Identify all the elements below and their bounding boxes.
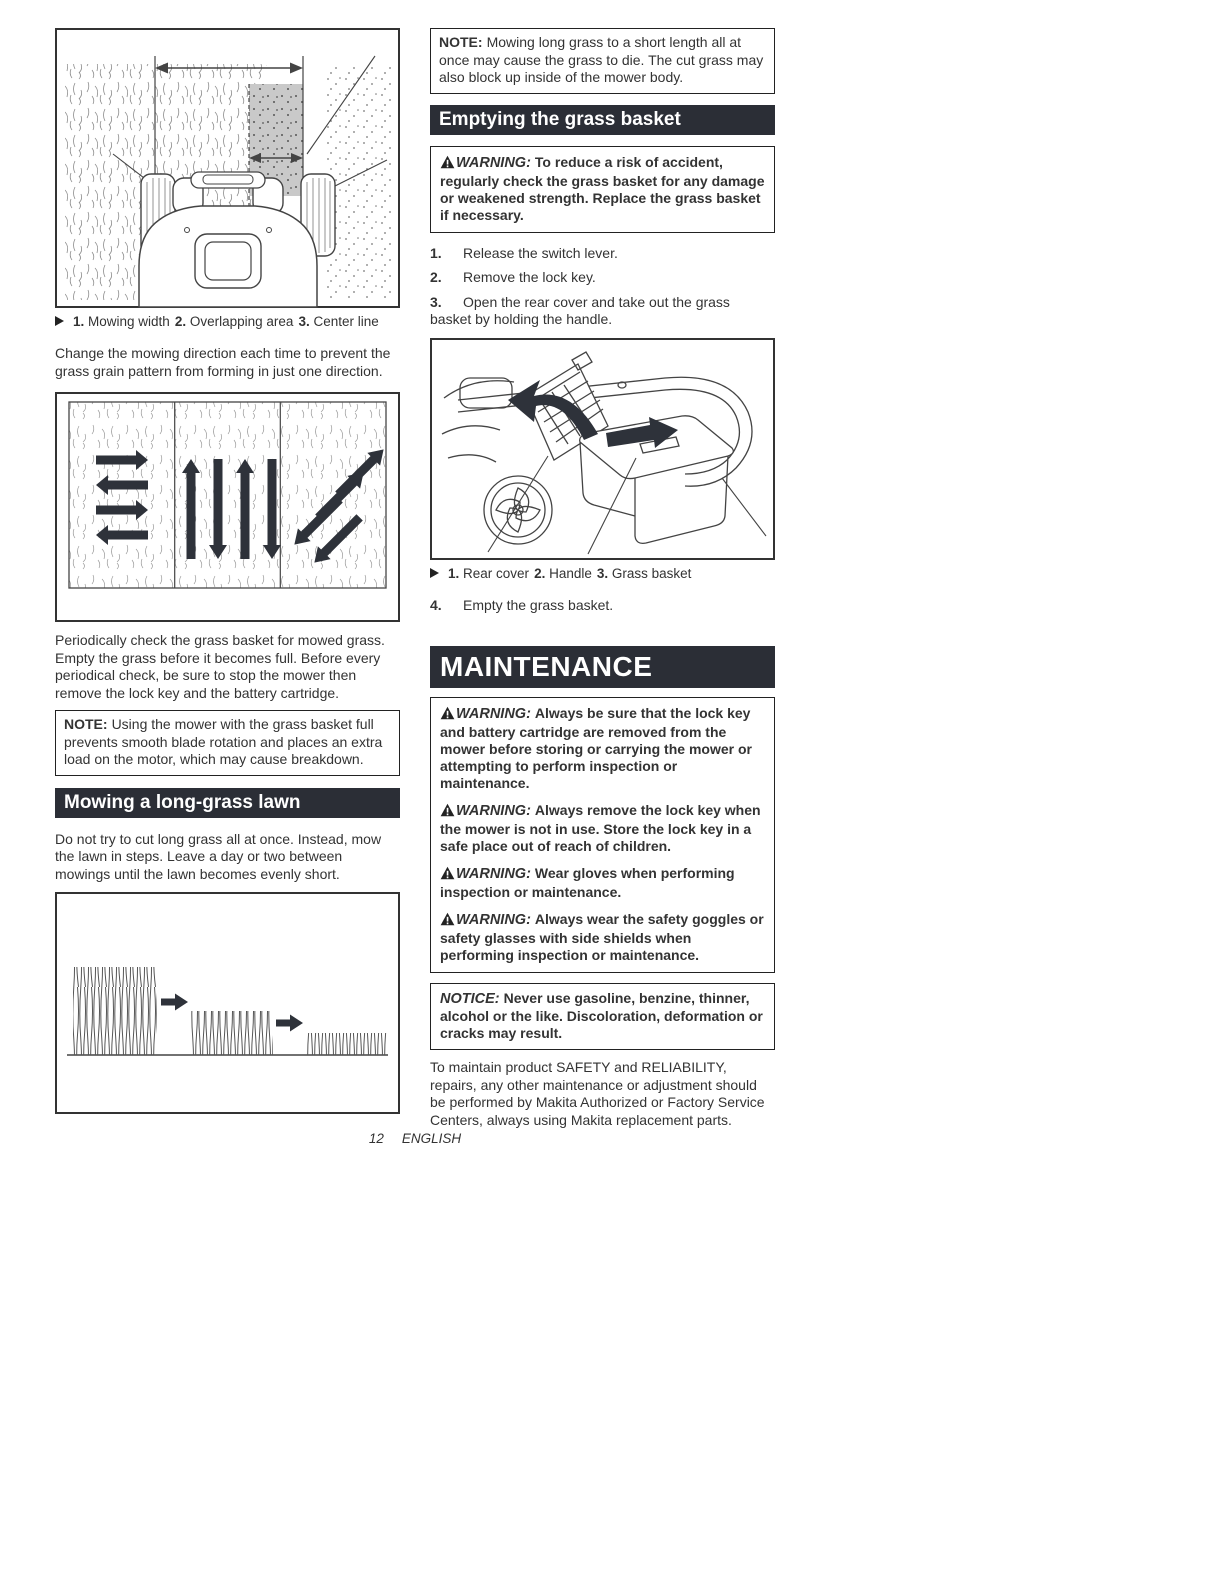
warning-text: Always wear the safety goggles or safety glasses with side shields when performing inspection or maintenance. (440, 911, 764, 963)
warning-text: Always remove the lock key when the mower is not in use. Store the lock key in a safe place out of reach of children. (440, 802, 761, 854)
notice-label: NOTICE: (440, 991, 500, 1007)
step-text: Remove the lock key. (463, 269, 596, 285)
step-number: 4. (430, 596, 442, 613)
figure-mowing-width (55, 28, 400, 308)
caption-item-label: Grass basket (611, 565, 692, 581)
right-column (430, 28, 775, 1129)
warning-box-basket (430, 146, 775, 233)
warning-triangle-icon (440, 803, 455, 821)
footer-page-number: 12 (368, 1131, 384, 1146)
warning-item (440, 911, 765, 964)
step-text: Empty the grass basket. (463, 596, 614, 613)
step-number: 3. (430, 293, 442, 310)
figure4-caption-items (448, 565, 696, 582)
caption-item-number: 3. (596, 565, 609, 581)
ordered-step-2 (430, 269, 775, 287)
warning-item (440, 865, 765, 901)
notice-text: Never use gasoline, benzine, thinner, alcohol or the like. Discoloration, deformation or cracks may result. (440, 990, 763, 1041)
warning-item (440, 154, 765, 224)
paragraph-maintain-safety: To maintain product SAFETY and RELIABILITY, repairs, any other maintenance or adjustment should be performed by Makita Authorized or Factory Service Centers, always using Makita replacement parts. (430, 1059, 765, 1128)
warning-label: WARNING: (456, 866, 531, 882)
caption-item-number: 3. (298, 314, 310, 329)
caption-item-number: 1. (73, 314, 85, 329)
notice-box (430, 983, 775, 1050)
ordered-step-3 (430, 294, 775, 329)
caption-item-label: Mowing width (88, 314, 170, 329)
figure4-caption (430, 565, 775, 582)
warning-text: To reduce a risk of accident, regularly check the grass basket for any damage or weakened strength. Replace the grass basket if necessary. (440, 153, 765, 223)
warning-label: WARNING: (456, 154, 531, 171)
mowing-width-diagram (55, 28, 400, 308)
note-text: Mowing long grass to a short length all at once may cause the grass to die. The cut grass may also block up inside of the mower body. (439, 34, 764, 85)
caption-arrow-icon (430, 568, 439, 578)
step-number: 2. (430, 269, 442, 285)
page-footer (55, 1131, 775, 1146)
section-header-mowing-long-grass: Mowing a long-grass lawn (55, 788, 400, 818)
section-header-maintenance: MAINTENANCE (430, 646, 775, 688)
figure-mowing-directions (55, 392, 400, 622)
long-grass-steps-diagram (55, 892, 400, 1114)
grass-basket-diagram (430, 338, 775, 560)
warning-text: Always be sure that the lock key and battery cartridge are removed from the mower before storing or carrying the mower or attempting to perform inspection or maintenance. (440, 705, 752, 791)
caption-item-label: Handle (549, 565, 592, 581)
ordered-step-1 (430, 245, 775, 263)
note-text: Using the mower with the grass basket full prevents smooth blade rotation and places an extra load on the motor, which may cause breakdown. (64, 716, 383, 767)
warning-box-maintenance (430, 697, 775, 973)
caption-item-number: 1. (448, 565, 460, 581)
paragraph-change-direction: Change the mowing direction each time to prevent the grass grain pattern from forming in just one direction. (55, 345, 391, 379)
note-label: NOTE: (64, 716, 108, 732)
caption-arrow-icon (55, 316, 64, 326)
warning-triangle-icon (440, 155, 455, 173)
figure-long-grass-steps (55, 892, 400, 1114)
warning-triangle-icon (440, 912, 455, 930)
warning-label: WARNING: (456, 706, 531, 722)
note-label: NOTE: (439, 34, 483, 50)
caption-item-number: 2. (174, 314, 187, 329)
paragraph-long-grass: Do not try to cut long grass all at once. Instead, mow the lawn in steps. Leave a day or two between mowings until the lawn becomes evenly short. (55, 830, 382, 882)
figure-grass-basket (430, 338, 775, 560)
warning-item (440, 802, 765, 855)
warning-label: WARNING: (456, 912, 531, 928)
section-header-emptying-basket: Emptying the grass basket (430, 105, 775, 135)
caption-item-number: 2. (534, 565, 546, 581)
figure1-caption-items (73, 313, 384, 330)
footer-language: ENGLISH (401, 1131, 462, 1146)
note-box-full-basket (55, 710, 400, 776)
mowing-directions-diagram (55, 392, 400, 622)
figure1-caption (55, 313, 400, 330)
left-column (55, 28, 400, 1114)
step-text: Open the rear cover and take out the grass basket by holding the handle. (430, 293, 730, 327)
paragraph-periodically-check: Periodically check the grass basket for mowed grass. Empty the grass before it becomes full. Before every periodical check, be sure to stop the mower then remove the lock key and the battery cartridge. (55, 632, 385, 701)
step-number: 1. (430, 244, 442, 261)
warning-item (440, 705, 765, 792)
caption-item-label: Center line (313, 314, 379, 329)
note-box-mowing-long (430, 28, 775, 94)
caption-item-label: Overlapping area (189, 314, 294, 329)
step-text: Release the switch lever. (463, 244, 618, 261)
warning-triangle-icon (440, 866, 455, 884)
warning-label: WARNING: (456, 803, 531, 819)
warning-text: Wear gloves when performing inspection or maintenance. (440, 865, 735, 900)
ordered-step-4 (430, 597, 775, 615)
warning-triangle-icon (440, 706, 455, 724)
caption-item-label: Rear cover (463, 565, 530, 581)
